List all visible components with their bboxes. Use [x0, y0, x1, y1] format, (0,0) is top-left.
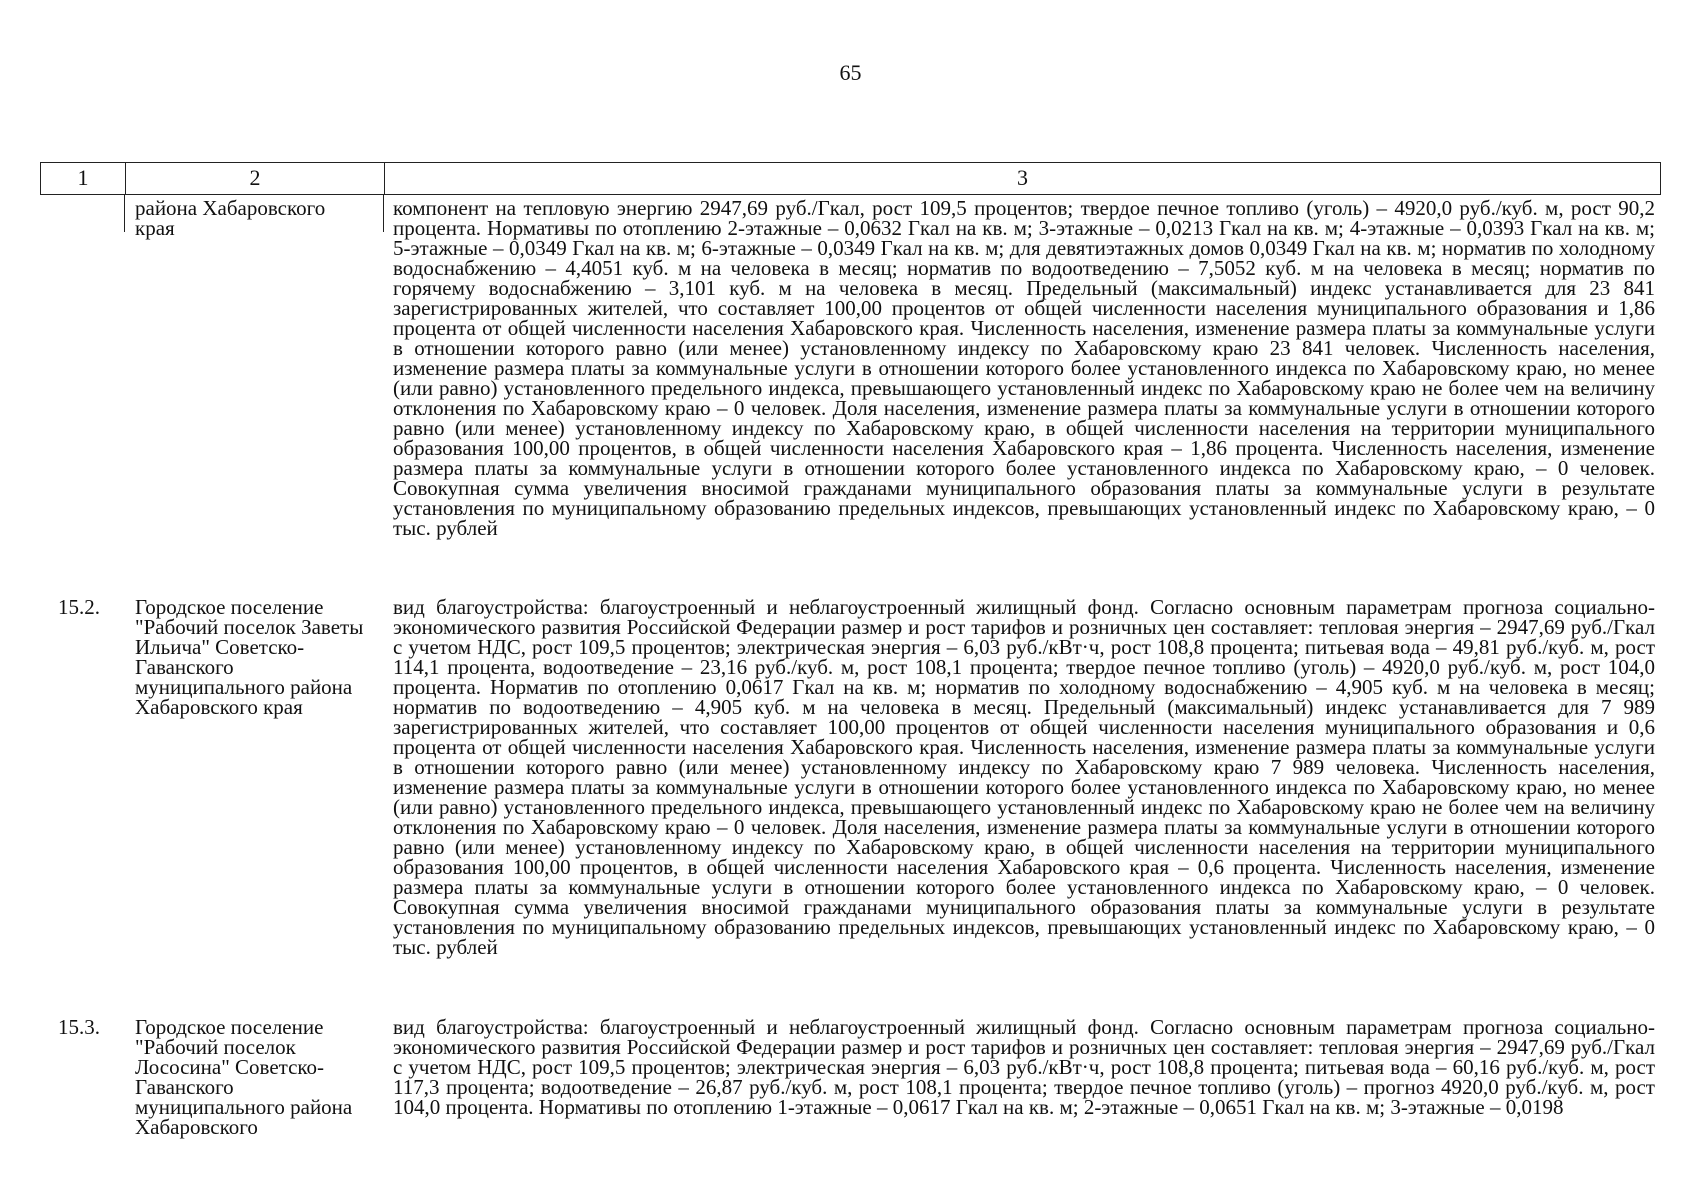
- municipality-name: района Хабаровского края: [135, 196, 326, 240]
- page-number: 65: [839, 60, 862, 85]
- column-header-1: 1: [77, 165, 89, 190]
- column-divider: [383, 194, 384, 232]
- row-description: вид благоустройства: благоустроенный и неблагоустроенный жилищный фонд. Согласно основным параметрам прогноза социально-экономического развития Российской Федерации размер и рост тарифов и розничных цен составляет: тепловая энергия – 2947,69 руб./Гкал с учетом НДС, рост 109,5 процентов; электрическая энергия – 6,03 руб./кВт·ч, рост 108,8 процента; питьевая вода – 49,81 руб./куб. м, рост 114,1 процента, водоотведение – 23,16 руб./куб. м, рост 108,1 процента; твердое печное топливо (уголь) – 4920,0 руб./куб. м, рост 104,0 процента. Норматив по отоплению 0,0617 Гкал на кв. м; норматив по холодному водоснабжению – 4,905 куб. м на человека в месяц; норматив по водоотведению – 4,905 куб. м на человека в месяц. Предельный (максимальный) индекс устанавливается для 7 989 зарегистрированных жителей, что составляет 100,00 процентов от общей численности населения муниципального образования и 0,6 процента от общей численности населения Хабаровского края. Численность населения, изменение размера платы за коммунальные услуги в отношении которого равно (или менее) установленному индексу по Хабаровскому краю 7 989 человека. Численность населения, изменение размера платы за коммунальные услуги в отношении которого более установленного индекса по Хабаровскому краю, но менее (или равно) установленного предельного индекса, превышающего установленный индекс по Хабаровскому краю не более чем на величину отклонения по Хабаровскому краю – 0 человек. Доля населения, изменение размера платы за коммунальные услуги в отношении которого равно (или менее) установленному индексу по Хабаровскому краю, в общей численности населения на территории муниципального образования 100,00 процентов, в общей численности населения Хабаровского края – 0,6 процента. Численность населения, изменение размера платы за коммунальные услуги в отношении которого более установленного индекса по Хабаровскому краю, – 0 человек. Совокупная сумма увеличения вносимой гражданами муниципального образования платы за коммунальные услуги в результате установления по муниципальному образованию предельных индексов, превышающих установленный индекс по Хабаровскому краю, – 0 тыс. рублей: [393, 595, 1655, 959]
- row-number: 15.3.: [58, 1015, 100, 1039]
- municipality-name: Городское поселение "Рабочий поселок Заветы Ильича" Советско-Гаванского муниципального района Хабаровского края: [135, 595, 364, 719]
- row-number: 15.2.: [58, 595, 100, 619]
- column-header-2: 2: [125, 163, 384, 194]
- column-divider: [124, 194, 125, 232]
- column-header-3: 3: [384, 163, 1660, 194]
- municipality-name: Городское поселение "Рабочий поселок Лососина" Советско-Гаванского муниципального района Хабаровского: [135, 1015, 353, 1139]
- row-description: вид благоустройства: благоустроенный и неблагоустроенный жилищный фонд. Согласно основным параметрам прогноза социально-экономического развития Российской Федерации размер и рост тарифов и розничных цен составляет: тепловая энергия – 2947,69 руб./Гкал с учетом НДС, рост 109,5 процентов; электрическая энергия – 6,03 руб./кВт·ч, рост 108,8 процента; питьевая вода – 60,16 руб./куб. м, рост 117,3 процента; водоотведение – 26,87 руб./куб. м, рост 108,1 процента; твердое печное топливо (уголь) – прогноз 4920,0 руб./куб. м, рост 104,0 процента. Нормативы по отоплению 1-этажные – 0,0617 Гкал на кв. м; 2-этажные – 0,0651 Гкал на кв. м; 3-этажные – 0,0198: [393, 1015, 1655, 1119]
- table-header-row: [40, 162, 1661, 195]
- row-description: компонент на тепловую энергию 2947,69 руб./Гкал, рост 109,5 процентов; твердое печное топливо (уголь) – 4920,0 руб./куб. м, рост 90,2 процента. Нормативы по отоплению 2-этажные – 0,0632 Гкал на кв. м; 3-этажные – 0,0213 Гкал на кв. м; 4-этажные – 0,0393 Гкал на кв. м; 5-этажные – 0,0349 Гкал на кв. м; 6-этажные – 0,0349 Гкал на кв. м; для девятиэтажных домов 0,0349 Гкал на кв. м; норматив по холодному водоснабжению – 4,4051 куб. м на человека в месяц; норматив по водоотведению – 7,5052 куб. м на человека в месяц; норматив по горячему водоснабжению – 3,101 куб. м на человека в месяц. Предельный (максимальный) индекс устанавливается для 23 841 зарегистрированных жителей, что составляет 100,00 процентов от общей численности населения муниципального образования и 1,86 процента от общей численности населения Хабаровского края. Численность населения, изменение размера платы за коммунальные услуги в отношении которого равно (или менее) установленному индексу по Хабаровскому краю 23 841 человек. Численность населения, изменение размера платы за коммунальные услуги в отношении которого более установленного индекса по Хабаровскому краю, но менее (или равно) установленного предельного индекса, превышающего установленный индекс по Хабаровскому краю не более чем на величину отклонения по Хабаровскому краю – 0 человек. Доля населения, изменение размера платы за коммунальные услуги в отношении которого равно (или менее) установленному индексу по Хабаровскому краю, в общей численности населения на территории муниципального образования 100,00 процентов, в общей численности населения Хабаровского края – 1,86 процента. Численность населения, изменение размера платы за коммунальные услуги в отношении которого более установленного индекса по Хабаровскому краю, – 0 человек. Совокупная сумма увеличения вносимой гражданами муниципального образования платы за коммунальные услуги в результате установления по муниципальному образованию предельных индексов, превышающих установленный индекс по Хабаровскому краю, – 0 тыс. рублей: [393, 196, 1655, 540]
